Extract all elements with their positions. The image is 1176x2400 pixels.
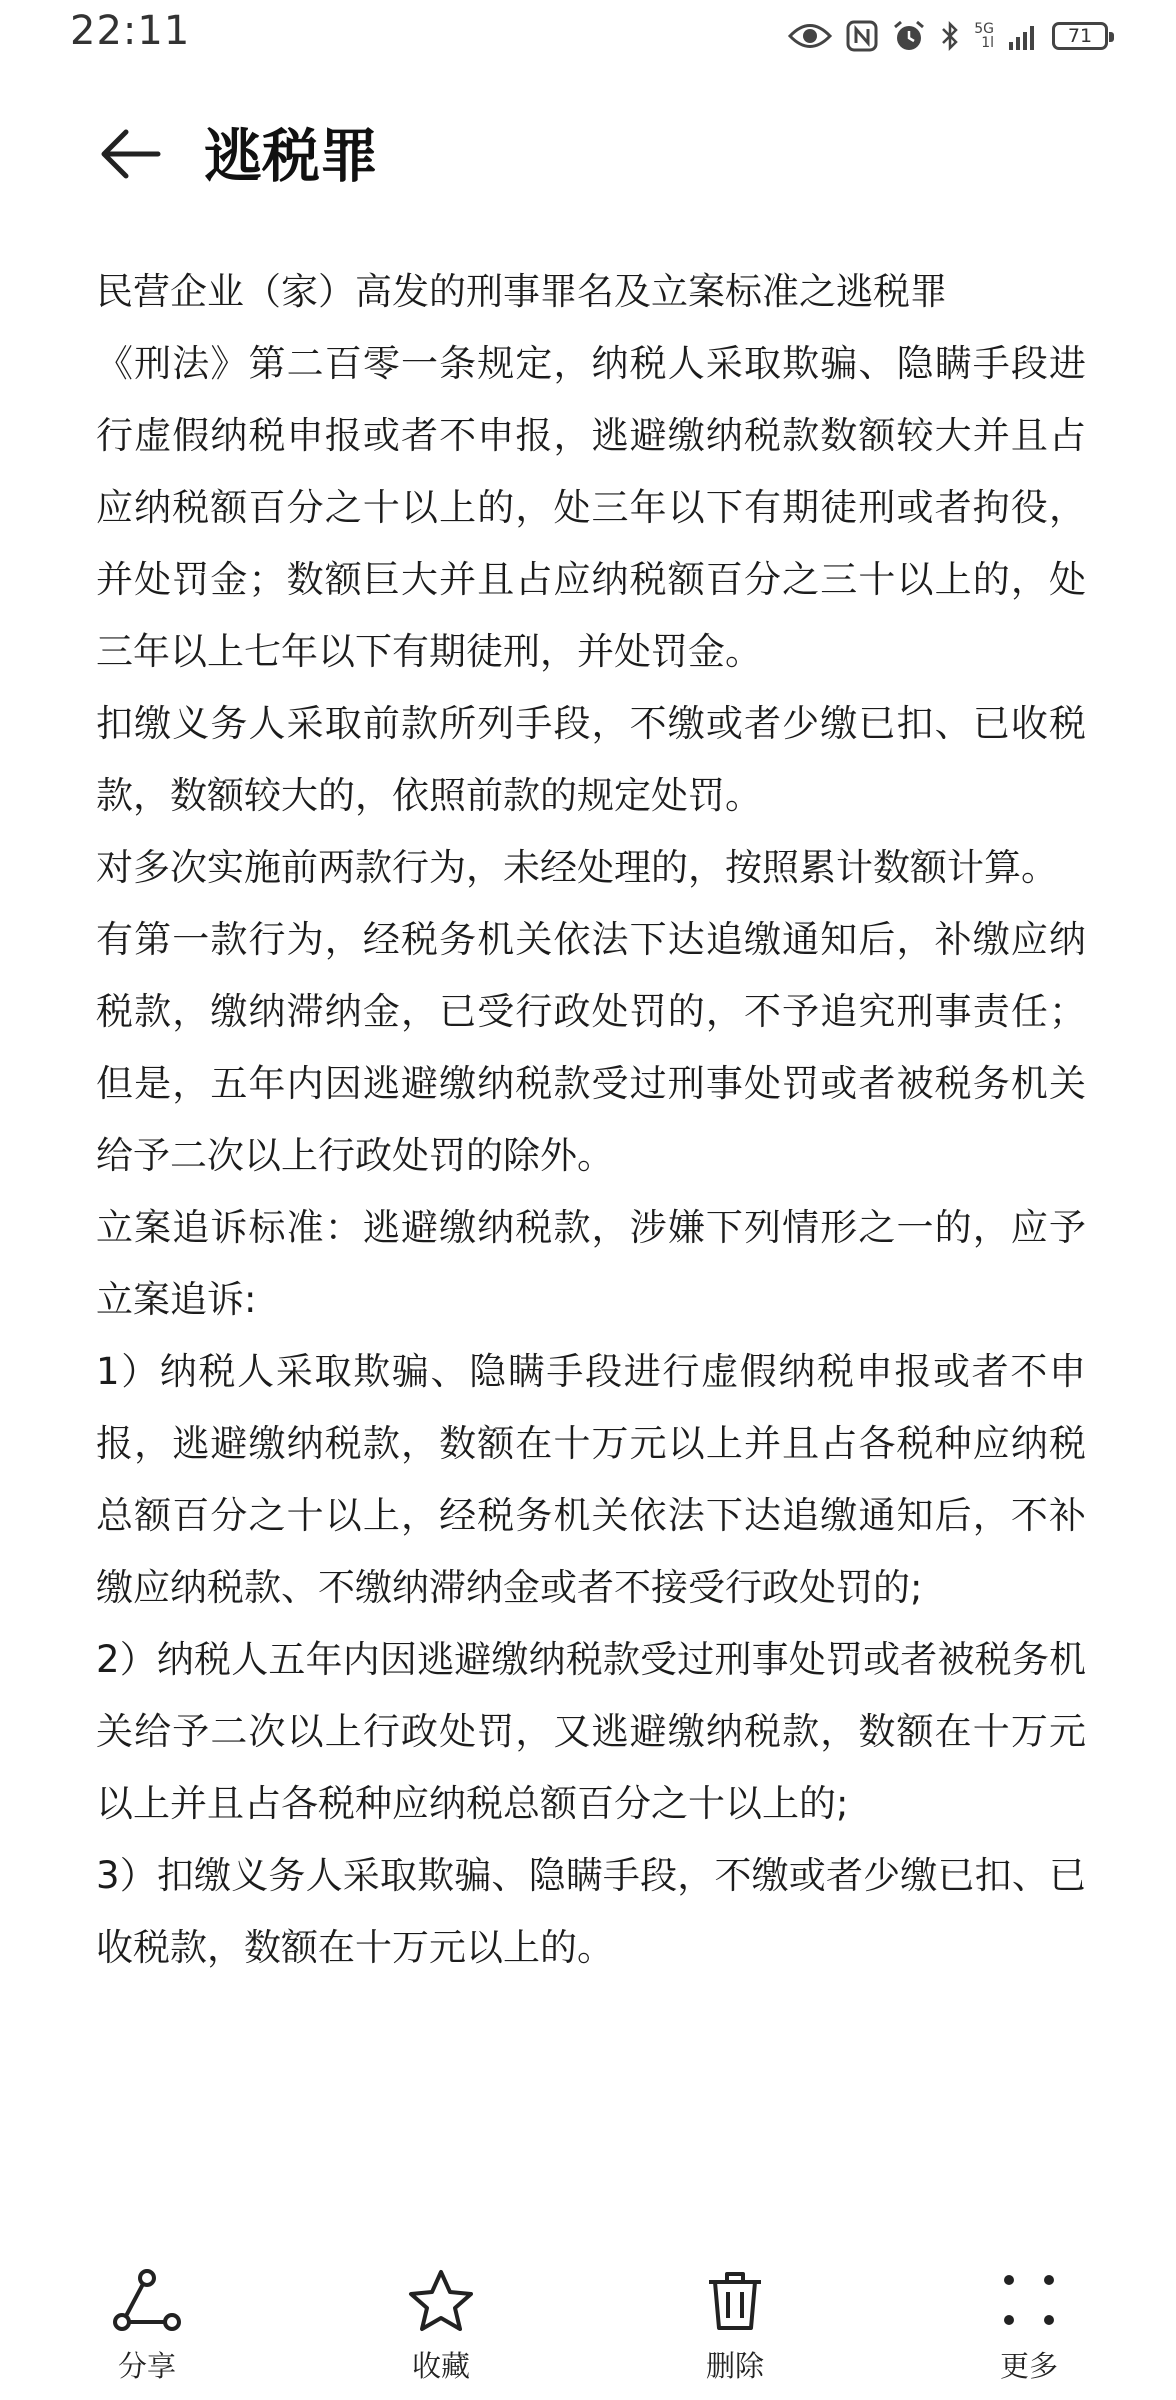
battery-icon: [1052, 22, 1108, 50]
arrow-left-icon: [98, 128, 162, 184]
signal-icon: [1008, 22, 1038, 50]
article-paragraph: 《刑法》第二百零一条规定，纳税人采取欺骗、隐瞒手段进行虚假纳税申报或者不申报，逃避缴纳税款数额较大并且占应纳税额百分之十以上的，处三年以下有期徒刑或者拘役，并处罚金；数额巨大并且占应纳税额百分之三十以上的，处三年以上七年以下有期徒刑，并处罚金。: [96, 342, 1086, 673]
bottom-toolbar: [0, 2250, 1176, 2400]
battery-level: 71: [1067, 25, 1093, 47]
more-icon: [997, 2268, 1061, 2332]
article-paragraph: 扣缴义务人采取前款所列手段，不缴或者少缴已扣、已收税款，数额较大的，依照前款的规定处罚。: [96, 702, 1086, 817]
article-paragraph: 立案追诉标准：逃避缴纳税款，涉嫌下列情形之一的，应予立案追诉:: [96, 1206, 1086, 1321]
bluetooth-icon: [940, 20, 960, 52]
status-time: 22:11: [70, 8, 191, 54]
favorite-label: 收藏: [411, 2349, 470, 2383]
article-paragraph: 1）纳税人采取欺骗、隐瞒手段进行虚假纳税申报或者不申报，逃避缴纳税款，数额在十万元以上并且占各税种应纳税总额百分之十以上，经税务机关依法下达追缴通知后，不补缴应纳税款、不缴纳滞纳金或者不接受行政处罚的;: [96, 1350, 1086, 1609]
nfc-icon: [846, 20, 878, 52]
delete-label: 删除: [705, 2349, 764, 2383]
article-paragraph: 民营企业（家）高发的刑事罪名及立案标准之逃税罪: [96, 270, 947, 313]
favorite-button[interactable]: [341, 2250, 541, 2385]
back-button[interactable]: [92, 118, 168, 194]
more-label: 更多: [999, 2349, 1058, 2383]
trash-icon: [703, 2268, 767, 2332]
article-paragraph: 对多次实施前两款行为，未经处理的，按照累计数额计算。: [96, 846, 1058, 889]
article-paragraph: 2）纳税人五年内因逃避缴纳税款受过刑事处罚或者被税务机关给予二次以上行政处罚，又逃避缴纳税款，数额在十万元以上并且占各税种应纳税总额百分之十以上的;: [96, 1638, 1086, 1825]
share-label: 分享: [117, 2349, 176, 2383]
status-bar: [0, 0, 1176, 72]
article-content: [96, 256, 1086, 2250]
network-type: 5G 1l: [974, 21, 994, 51]
alarm-icon: [892, 19, 926, 53]
page-title: 逃税罪: [204, 122, 379, 190]
article-paragraph: 有第一款行为，经税务机关依法下达追缴通知后，补缴应纳税款，缴纳滞纳金，已受行政处罚的，不予追究刑事责任；但是，五年内因逃避缴纳税款受过刑事处罚或者被税务机关给予二次以上行政处罚的除外。: [96, 918, 1086, 1177]
status-icons: [788, 12, 1108, 60]
title-bar: [0, 100, 1176, 210]
more-button[interactable]: [929, 2250, 1129, 2385]
article-paragraph: 3）扣缴义务人采取欺骗、隐瞒手段，不缴或者少缴已扣、已收税款，数额在十万元以上的。: [96, 1854, 1086, 1969]
star-icon: [407, 2268, 475, 2332]
share-button[interactable]: [47, 2250, 247, 2385]
share-icon: [112, 2268, 182, 2332]
delete-button[interactable]: [635, 2250, 835, 2385]
eye-icon: [788, 21, 832, 51]
